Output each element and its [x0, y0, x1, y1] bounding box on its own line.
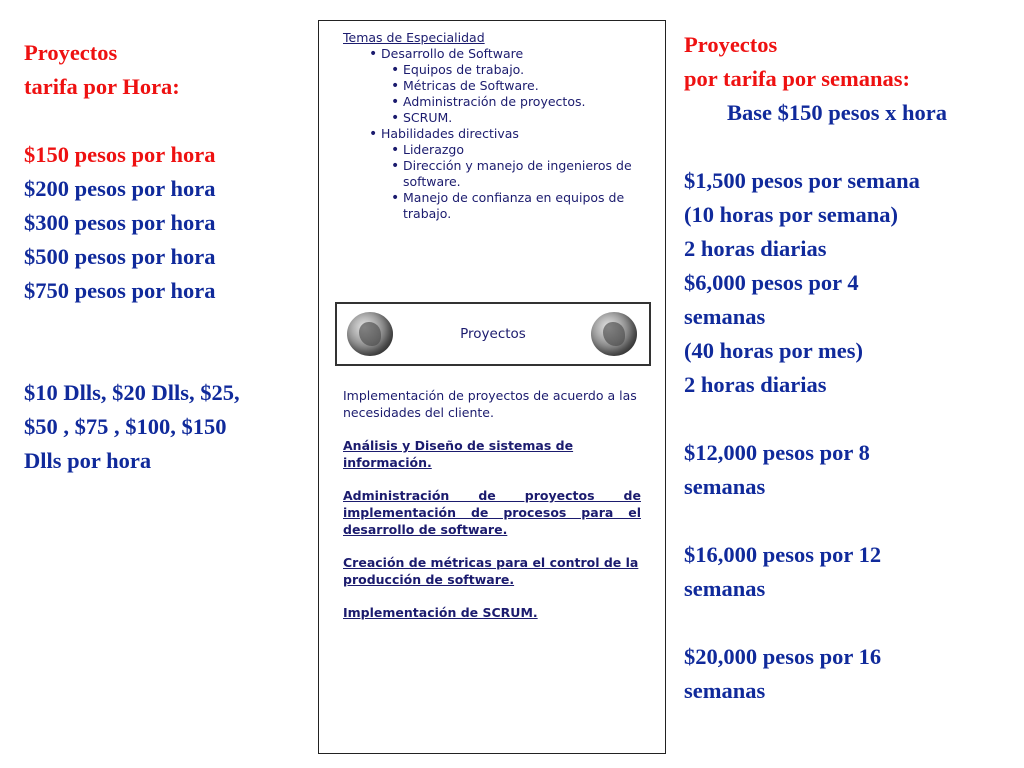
- hourly-rate: $150 pesos por hora: [24, 142, 216, 167]
- specialty-topics: [343, 30, 653, 222]
- topic-item: • Manejo de confianza en equipos de trabajo.: [343, 190, 653, 222]
- projects-description: [343, 387, 641, 637]
- hourly-rate: $300 pesos por hora: [24, 210, 216, 235]
- topic-section: • Habilidades directivas: [343, 126, 653, 142]
- hourly-title-line1: Proyectos: [24, 40, 118, 65]
- topic-item: • Métricas de Software.: [343, 78, 653, 94]
- hourly-rate: $200 pesos por hora: [24, 176, 216, 201]
- weekly-rate-6000-weeks: semanas: [684, 304, 766, 329]
- usd-rates-line2: $50 , $75 , $100, $150: [24, 414, 227, 439]
- hourly-rate: $500 pesos por hora: [24, 244, 216, 269]
- specialty-topics-title: Temas de Especialidad: [343, 30, 485, 45]
- weekly-rate-20000-weeks: semanas: [684, 678, 766, 703]
- weekly-rates-column: [684, 28, 1018, 708]
- topic-item: • Liderazgo: [343, 142, 653, 158]
- weekly-rate-1500-daily: 2 horas diarias: [684, 236, 827, 261]
- globe-icon: [591, 312, 637, 356]
- weekly-rate-12000: $12,000 pesos por 8: [684, 440, 870, 465]
- project-link[interactable]: Análisis y Diseño de sistemas de información.: [343, 438, 574, 470]
- topic-item: • SCRUM.: [343, 110, 653, 126]
- topic-section: • Desarrollo de Software: [343, 46, 653, 62]
- weekly-rate-16000: $16,000 pesos por 12: [684, 542, 882, 567]
- project-link[interactable]: Implementación de SCRUM.: [343, 605, 538, 620]
- weekly-base-rate: Base $150 pesos x hora: [727, 100, 948, 125]
- weekly-rate-20000: $20,000 pesos por 16: [684, 644, 882, 669]
- project-link[interactable]: Administración de proyectos de implementación de procesos para el desarrollo de software.: [343, 488, 641, 537]
- usd-rates-line1: $10 Dlls, $20 Dlls, $25,: [24, 380, 240, 405]
- weekly-rate-1500: $1,500 pesos por semana: [684, 168, 920, 193]
- weekly-rate-12000-weeks: semanas: [684, 474, 766, 499]
- weekly-title-line2: por tarifa por semanas:: [684, 66, 911, 91]
- topic-item: • Equipos de trabajo.: [343, 62, 653, 78]
- project-link[interactable]: Creación de métricas para el control de la producción de software.: [343, 555, 639, 587]
- weekly-rate-1500-hours: (10 horas por semana): [684, 202, 898, 227]
- brochure-page: [318, 20, 666, 754]
- projects-banner: [335, 302, 651, 366]
- hourly-rate: $750 pesos por hora: [24, 278, 216, 303]
- weekly-rate-6000-daily: 2 horas diarias: [684, 372, 827, 397]
- usd-rates-line3: Dlls por hora: [24, 448, 152, 473]
- hourly-title-line2: tarifa por Hora:: [24, 74, 180, 99]
- projects-banner-title: Proyectos: [460, 326, 526, 342]
- weekly-title-line1: Proyectos: [684, 32, 778, 57]
- projects-intro: Implementación de proyectos de acuerdo a las necesidades del cliente.: [343, 388, 637, 420]
- topic-item: • Dirección y manejo de ingenieros de software.: [343, 158, 653, 190]
- weekly-rate-6000: $6,000 pesos por 4: [684, 270, 859, 295]
- weekly-rate-16000-weeks: semanas: [684, 576, 766, 601]
- weekly-rate-6000-hours: (40 horas por mes): [684, 338, 863, 363]
- topic-item: • Administración de proyectos.: [343, 94, 653, 110]
- hourly-rates-column: [24, 36, 314, 478]
